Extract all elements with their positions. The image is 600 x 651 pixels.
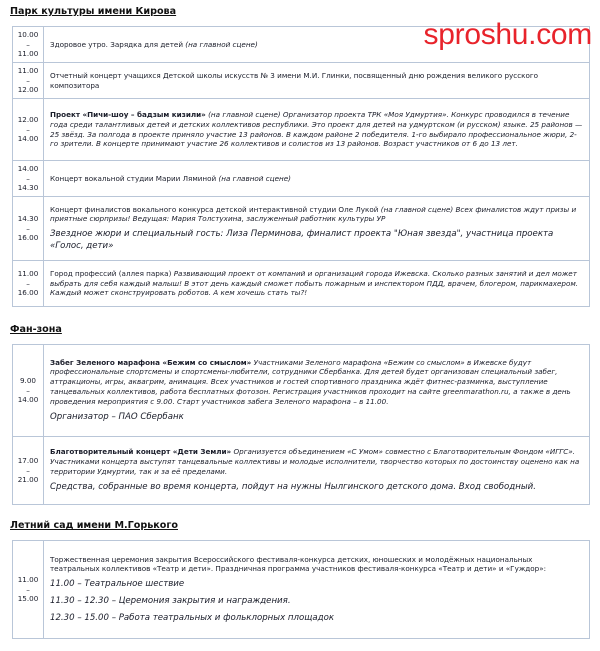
- time-cell: 12.00 – 14.00: [13, 99, 44, 161]
- section-title-gorky-garden: Летний сад имени М.Горького: [10, 520, 178, 531]
- event-description: Концерт финалистов вокального конкурса детской интерактивной студии Оле Лукой (на главной сцене) Всех финалистов ждут призы и приятные сюрпризы! Ведущая: Мария Толстухина, заслуженный работник культуры УР Звездное жюри и специальный гость: Лиза Перминова, финалист проекта "Юная звезда", участница проекта «Голос, дети»: [44, 197, 590, 261]
- program-line: 11.00 – Театральное шествие: [50, 579, 185, 590]
- schedule-table-kirov-park: [12, 26, 590, 307]
- program-line: 11.30 – 12.30 – Церемония закрытия и награждения.: [50, 595, 291, 606]
- time-cell: 14.00 – 14.30: [13, 161, 44, 197]
- time-cell: 9.00 – 14.00: [13, 345, 44, 437]
- watermark-logo: sproshu.com: [423, 18, 592, 51]
- table-row: [13, 541, 590, 639]
- program-line: 12.30 – 15.00 – Работа театральных и фольклорных площадок: [50, 612, 335, 623]
- event-description: Концерт вокальной студии Марии Ляминой (на главной сцене): [44, 161, 590, 197]
- schedule-table-fan-zone: [12, 344, 590, 505]
- time-cell: 10.00 – 11.00: [13, 27, 44, 63]
- table-row: [13, 161, 590, 197]
- schedule-table-gorky-garden: [12, 540, 590, 639]
- time-cell: 14.30 – 16.00: [13, 197, 44, 261]
- table-row: [13, 197, 590, 261]
- section-title-fan-zone: Фан-зона: [10, 324, 62, 335]
- event-description: Торжественная церемония закрытия Всероссийского фестиваля-конкурса детских, юношеских и молодёжных национальных театральных коллективов «Театр и дети». Праздничная программа участников фестиваля-конкурса «Театр и дети» и «Гуждор»: 11.00 – Театральное шествие 11.30 – 12.30 – Церемония закрытия и награждения. 12.30 – 15.00 – Работа театральных и фольклорных площадок: [44, 541, 590, 639]
- event-description: Отчетный концерт учащихся Детской школы искусств № 3 имени М.И. Глинки, посвященный дню рождения великого русского композитора: [44, 63, 590, 99]
- event-description: Город профессий (аллея парка) Развивающий проект от компаний и организаций города Ижевска. Сколько разных занятий и дел может выбрать для себя каждый малыш! В этот день каждый сможет побыть пожарным и инспектором ПДД, врачем, блогером, парикмахером. Каждый может сконструировать роботов. А кем хочешь стать ты?!: [44, 261, 590, 307]
- event-description: Здоровое утро. Зарядка для детей (на главной сцене): [44, 27, 590, 63]
- event-description: Благотворительный концерт «Дети Земли» Организуется объединением «С Умом» совместно с Благотворительным Фондом «ИГГС». Участниками концерта выступят танцевальные коллективы и молодые исполнители, творчество которых по достоинству оценено как на территории Удмуртии, так и за её пределами. Средства, собранные во время концерта, пойдут на нужны Нылгинского детского дома. Вход свободный.: [44, 437, 590, 505]
- time-cell: 17.00 – 21.00: [13, 437, 44, 505]
- table-row: [13, 63, 590, 99]
- event-description: Забег Зеленого марафона «Бежим со смыслом» Участниками Зеленого марафона «Бежим со смыслом» в Ижевске будут профессиональные спортсмены и спортсмены-любители, сотрудники Сбербанка. Для детей будет организован специальный забег, аттракционы, игры, аквагрим, анимация. Всех участников и гостей спортивного праздника ждёт фитнес-разминка, выступление танцевальных коллективов, работа бесплатных фотозон. Регистрация участников проходит на сайте greenmarathon.ru, а также в день проведения мероприятия с 9.00. Старт участников забега Зеленого марафона – в 11.00. Организатор – ПАО Сбербанк: [44, 345, 590, 437]
- table-row: [13, 99, 590, 161]
- table-row: [13, 437, 590, 505]
- table-row: [13, 261, 590, 307]
- time-cell: 11.00 – 15.00: [13, 541, 44, 639]
- event-description: Проект «Пичи-шоу – бадзым кизили» (на главной сцене) Организатор проекта ТРК «Моя Удмуртия». Конкурс проводился в течение года среди талантливых детей и детских коллективов республики. Это проект для детей на удмуртском (и русском) языке. 25 районов — 25 звёзд. За полгода в проекте приняло участие 13 районов. В каждом районе 2 победителя. 1-го выбирало профессиональное жюри, 2-го зрители. В концерте принимают участие 26 коллективов и солистов из 13 районов. Возраст участников от 6 до 13 лет.: [44, 99, 590, 161]
- time-cell: 11.00 – 12.00: [13, 63, 44, 99]
- time-cell: 11.00 – 16.00: [13, 261, 44, 307]
- table-row: [13, 345, 590, 437]
- section-title-kirov-park: Парк культуры имени Кирова: [10, 6, 177, 17]
